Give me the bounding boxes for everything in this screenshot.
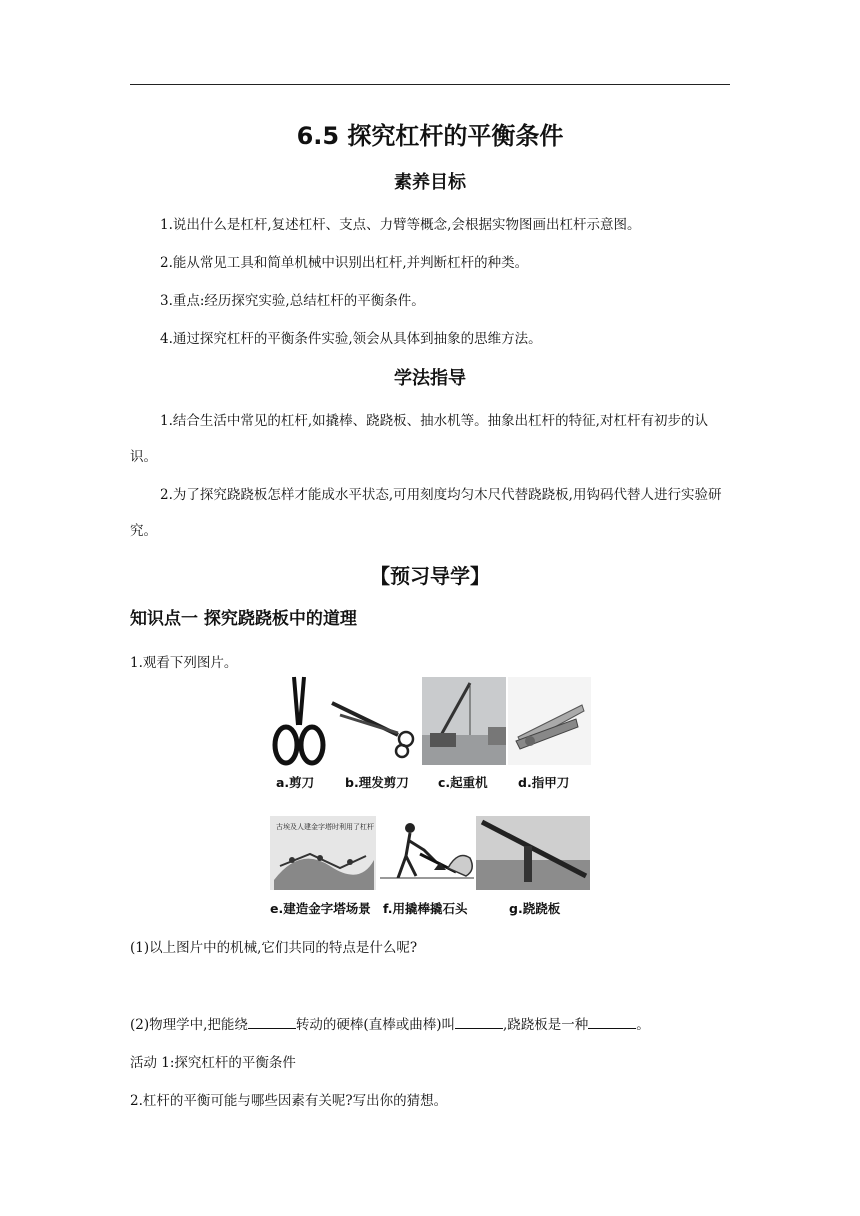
header-rule [130,84,730,85]
method-item-2: 2.为了探究跷跷板怎样才能成水平状态,可用刻度均匀木尺代替跷跷板,用钩码代替人进行实验研究。 [130,487,722,539]
question-1-2 [130,1007,730,1043]
question-2: 2.杠杆的平衡可能与哪些因素有关呢?写出你的猜想。 [130,1093,448,1109]
goal-item-2: 2.能从常见工具和简单机械中识别出杠杆,并判断杠杆的种类。 [160,255,529,271]
method-item-1: 1.结合生活中常见的杠杆,如撬棒、跷跷板、抽水机等。抽象出杠杆的特征,对杠杆有初步的认识。 [130,413,708,465]
page-title: 6.5 探究杠杆的平衡条件 [296,122,564,150]
question-1-2-part3: ,跷跷板是一种 [502,1017,589,1033]
figure-row-2 [270,816,590,890]
scissors-image [275,677,323,763]
caption-b: b.理发剪刀 [345,775,409,790]
question-1-2-part4: 。 [636,1017,650,1033]
goal-item-4: 4.通过探究杠杆的平衡条件实验,领会从具体到抽象的思维方法。 [160,331,542,347]
figure-row-1 [270,675,591,767]
barber-scissors-image [332,703,413,757]
caption-g: g.跷跷板 [509,901,561,916]
pyramid-scene-image [270,816,376,890]
answer-blank-3[interactable] [588,1014,636,1029]
section-heading-method: 学法指导 [394,368,466,389]
answer-blank-2[interactable] [455,1014,503,1029]
caption-d: d.指甲刀 [518,775,570,790]
activity-1: 活动 1:探究杠杆的平衡条件 [130,1055,296,1071]
goal-item-3: 3.重点:经历探究实验,总结杠杆的平衡条件。 [160,293,425,309]
caption-a: a.剪刀 [276,775,315,790]
tools-illustration [270,675,591,767]
goal-item-1: 1.说出什么是杠杆,复述杠杆、支点、力臂等概念,会根据实物图画出杠杆示意图。 [160,217,641,233]
crane-image [422,677,506,765]
caption-c: c.起重机 [438,775,488,790]
answer-blank-1[interactable] [248,1014,296,1029]
knowledge-point-heading: 知识点一 探究跷跷板中的道理 [130,609,357,629]
section-heading-goals: 素养目标 [394,172,466,193]
question-1-1: (1)以上图片中的机械,它们共同的特点是什么呢? [130,940,418,956]
lever-scenes-illustration [270,816,590,890]
question-1-2-part2: 转动的硬棒(直棒或曲棒)叫 [295,1017,455,1033]
pyramid-scene-text: 古埃及人建金字塔时利用了杠杆 [276,823,374,831]
caption-f: f.用撬棒撬石头 [383,901,468,916]
question-1-2-part1: (2)物理学中,把能绕 [130,1017,248,1033]
question-1: 1.观看下列图片。 [130,655,238,671]
seesaw-image [476,816,590,890]
preview-heading: 【预习导学】 [370,564,490,588]
nail-clipper-image [508,677,591,765]
caption-e: e.建造金字塔场景 [270,901,371,916]
crowbar-image [380,823,474,878]
